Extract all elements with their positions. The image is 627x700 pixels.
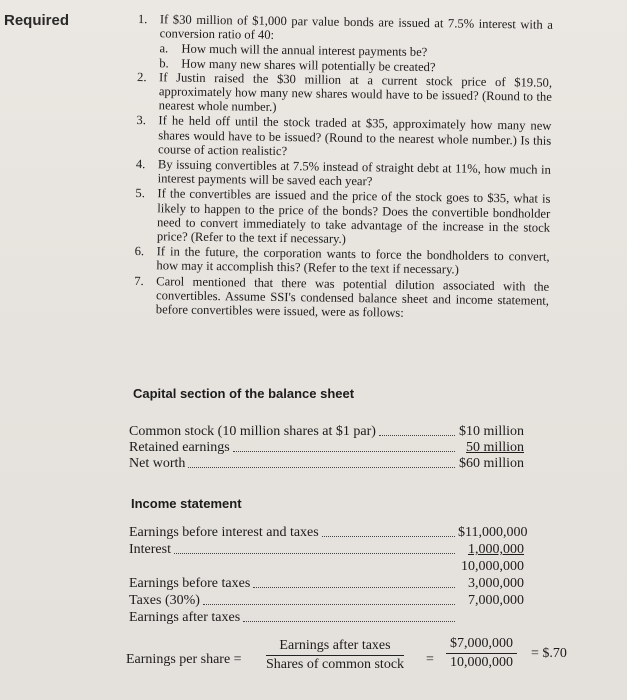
- question-6: [134, 244, 549, 278]
- question-number: 4.: [135, 157, 146, 172]
- row-value: 3,000,000: [468, 576, 524, 591]
- question-list: [134, 12, 553, 323]
- question-2: [137, 70, 553, 118]
- question-text: How much will the annual interest payments be?: [181, 42, 428, 60]
- row-value: 7,000,000: [468, 593, 524, 608]
- question-number: a.: [159, 41, 169, 56]
- question-text: By issuing convertibles at 7.5% instead of straight debt at 11%, how much in interest payments will be saved each year?: [157, 157, 551, 189]
- dot-leader: [379, 434, 455, 436]
- income-row: [129, 576, 524, 592]
- eps-result: = $.70: [531, 646, 567, 661]
- eps-denominator: Shares of common stock: [266, 657, 405, 672]
- dot-leader: [203, 603, 455, 605]
- row-value: 10,000,000: [461, 559, 524, 574]
- row-label: Earnings before taxes: [129, 576, 251, 591]
- row-label: Interest: [129, 542, 171, 557]
- income-row: [129, 610, 524, 626]
- income-row: [129, 525, 528, 541]
- equals-sign: =: [426, 652, 434, 667]
- dot-leader: [253, 586, 455, 588]
- question-number: b.: [159, 55, 169, 71]
- income-row: [129, 593, 524, 609]
- question-text: If he held off until the stock traded at $35, approximately how many new shares would have to be issued? (Round to the nearest whole number.) Is this course of action realistic?: [157, 113, 552, 158]
- dot-leader: [188, 466, 455, 468]
- eps-numerator: Earnings after taxes: [266, 638, 404, 656]
- eps-value-numerator: $7,000,000: [446, 636, 517, 654]
- question-text: If the convertibles are issued and the price of the stock goes to $35, what is likely to happen to the price of the bonds? Does the convertible bondholder need to convert immediately to take advantage of the increase in the stock price? (Refer to the text if necessary.): [156, 186, 551, 246]
- dot-leader: [174, 552, 455, 554]
- balance-sheet-title: Capital section of the balance sheet: [133, 386, 355, 401]
- dot-leader: [243, 620, 455, 622]
- question-text: If in the future, the corporation wants to force the bondholders to convert, how may it accomplish this? (Refer to the text if necessary.): [156, 244, 550, 277]
- dot-leader: [132, 570, 455, 571]
- question-number: 1.: [137, 12, 148, 27]
- income-row: [129, 559, 524, 575]
- question-4: [136, 157, 551, 191]
- row-label: Net worth: [129, 456, 186, 471]
- question-number: 3.: [136, 113, 147, 128]
- required-heading: Required: [4, 12, 70, 29]
- row-label: Earnings after taxes: [129, 610, 241, 625]
- row-value: 1,000,000: [468, 542, 524, 557]
- question-1: [138, 12, 553, 46]
- balance-row: [129, 440, 524, 456]
- row-value: 50 million: [466, 440, 524, 455]
- balance-row: [129, 424, 524, 440]
- eps-value-denominator: 10,000,000: [450, 655, 513, 670]
- question-5: [135, 186, 551, 249]
- income-row: [129, 542, 524, 558]
- question-text: Carol mentioned that there was potential dilution associated with the convertibles. Assume SSI's condensed balance sheet and income statement, before convertibles were issued, were as follows:: [155, 273, 550, 320]
- question-number: 6.: [134, 244, 145, 259]
- row-label: Earnings before interest and taxes: [129, 525, 319, 540]
- eps-value-fraction: [446, 636, 517, 671]
- question-number: 2.: [136, 69, 147, 84]
- row-value: $60 million: [459, 456, 524, 471]
- eps-formula: [126, 630, 596, 690]
- eps-label: Earnings per share =: [126, 652, 242, 667]
- eps-word-fraction: [266, 638, 404, 673]
- question-number: 7.: [134, 273, 144, 288]
- row-value: $11,000,000: [458, 525, 528, 540]
- balance-row: [129, 456, 524, 472]
- dot-leader: [233, 450, 455, 452]
- dot-leader: [322, 535, 455, 537]
- question-text: How many new shares will potentially be created?: [181, 56, 436, 74]
- question-7: [134, 274, 550, 322]
- income-statement-title: Income statement: [131, 496, 242, 511]
- question-3: [136, 113, 552, 161]
- question-number: 5.: [135, 186, 146, 201]
- question-text: If $30 million of $1,000 par value bonds are issued at 7.5% interest with a conversion ratio of 40:: [159, 12, 553, 43]
- row-label: Common stock (10 million shares at $1 par): [129, 424, 376, 439]
- row-label: Retained earnings: [129, 440, 230, 455]
- question-text: If Justin raised the $30 million at a current stock price of $19.50, approximately how many new shares would have to be issued? (Round to the nearest whole number.): [158, 70, 553, 115]
- row-value: $10 million: [459, 424, 524, 439]
- row-label: Taxes (30%): [129, 593, 200, 608]
